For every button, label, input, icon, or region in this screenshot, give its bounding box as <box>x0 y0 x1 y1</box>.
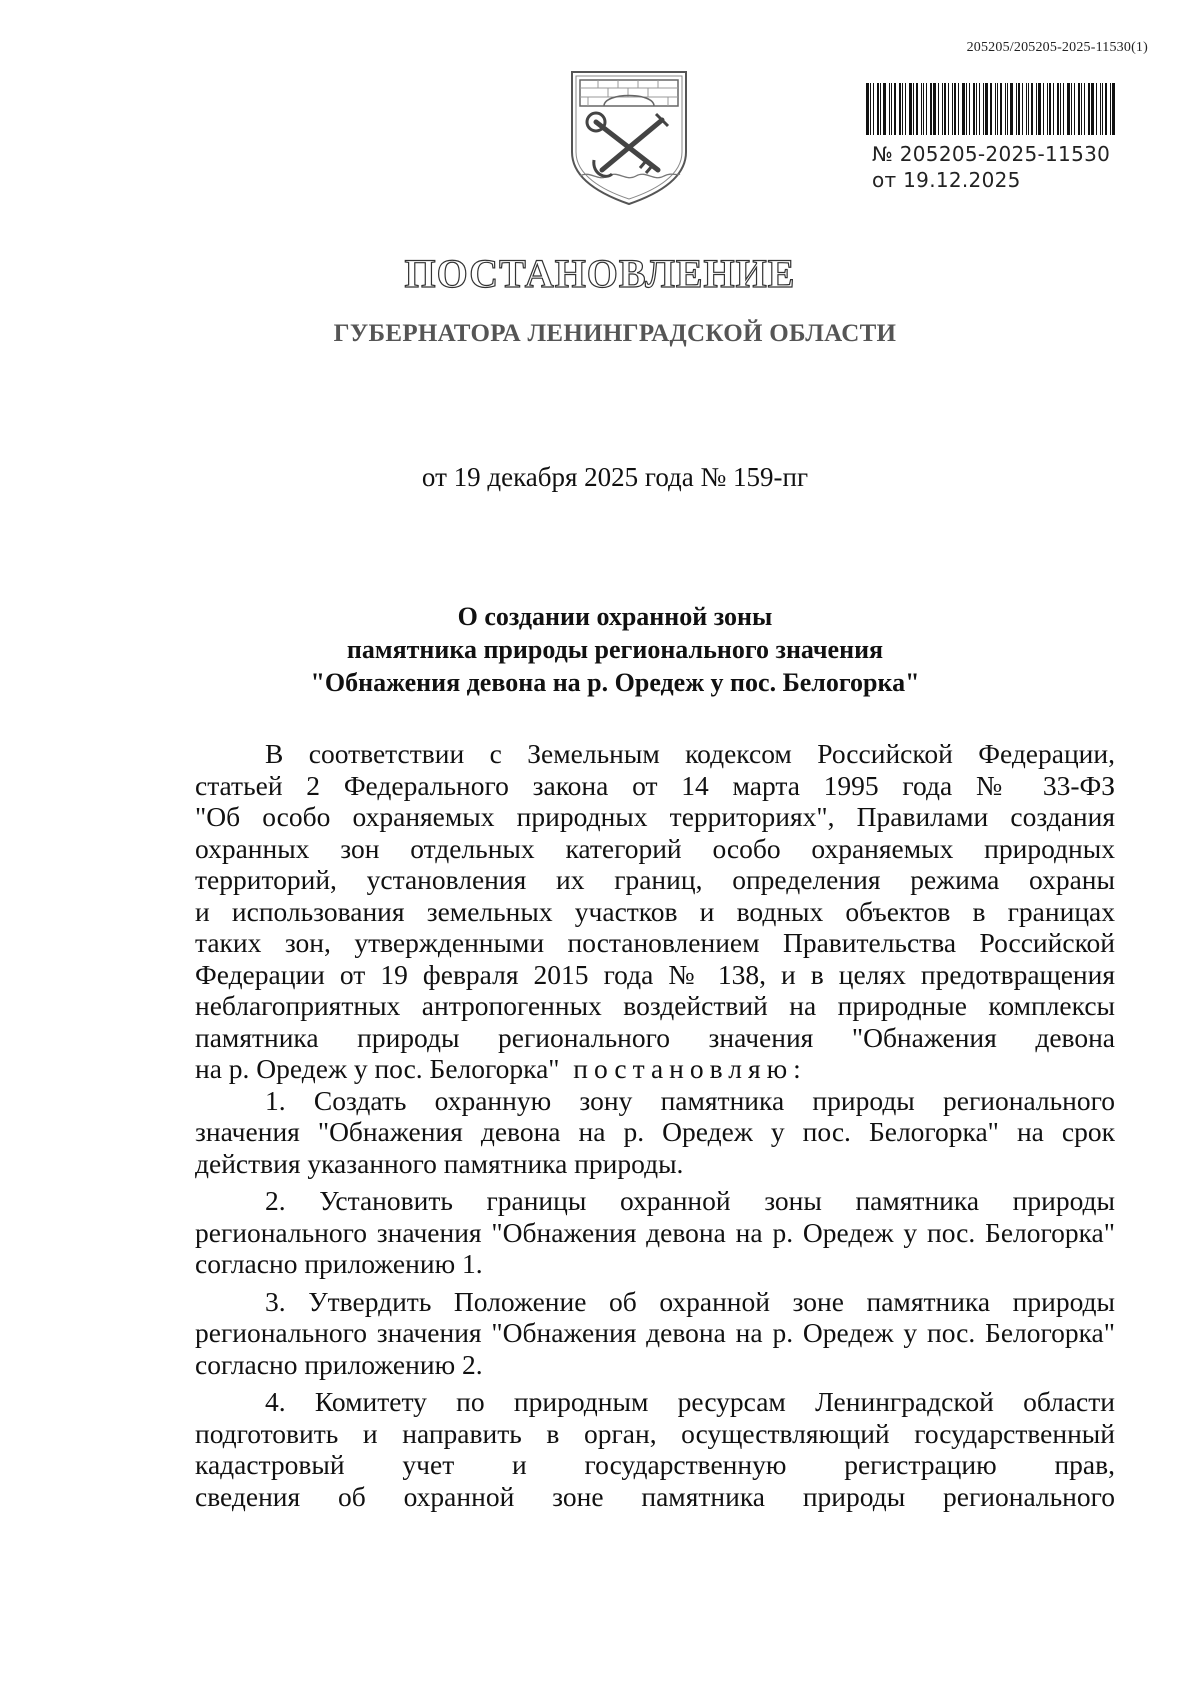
barcode-bar <box>1016 83 1017 135</box>
barcode-bar <box>944 83 946 135</box>
item-3-line: согласно приложению 2. <box>195 1348 483 1380</box>
barcode-bar <box>905 83 906 135</box>
preamble-line: В соответствии с Земельным кодексом Российской Федерации, <box>265 738 1115 769</box>
barcode-bar <box>1071 83 1072 135</box>
preamble-line: памятника природы регионального значения "Обнажения девона <box>195 1021 1115 1053</box>
barcode-bar <box>942 83 943 135</box>
barcode-bar <box>1053 83 1054 135</box>
barcode-bar <box>962 83 965 135</box>
barcode-bar <box>1028 83 1029 135</box>
barcode-bar <box>1047 83 1048 135</box>
resolve-word: постановляю: <box>573 1053 807 1084</box>
barcode-bar <box>1112 83 1115 135</box>
barcode-bar <box>1102 83 1103 135</box>
barcode-bar <box>1043 83 1044 135</box>
barcode-bar <box>1063 83 1064 135</box>
barcode-bar <box>948 83 949 135</box>
barcode-bar <box>1026 83 1027 135</box>
barcode-bar <box>899 83 901 135</box>
barcode-bar <box>889 83 890 135</box>
title-line: памятника природы регионального значения <box>346 635 884 664</box>
barcode-bar <box>985 83 988 135</box>
barcode-bar <box>870 83 871 135</box>
preamble-last-line <box>195 1053 1115 1085</box>
barcode-bar <box>1049 83 1051 135</box>
document-type-heading: ПОСТАНОВЛЕНИЕ <box>404 251 796 296</box>
barcode-bar <box>973 83 975 135</box>
item-1-line: значения "Обнажения девона на р. Оредеж у пос. Белогорка" на срок <box>195 1116 1115 1147</box>
barcode-bar <box>969 83 970 135</box>
barcode-bar <box>866 83 869 135</box>
barcode-bar <box>891 83 892 135</box>
barcode-bar <box>1078 83 1080 135</box>
barcode-bar <box>1022 83 1023 135</box>
barcode-bar <box>1100 83 1101 135</box>
barcode-bar <box>883 83 886 135</box>
barcode-bar <box>997 83 998 135</box>
barcode-bar <box>954 83 956 135</box>
barcode-bar <box>1081 83 1082 135</box>
barcode-bar <box>938 83 939 135</box>
barcode-bar <box>923 83 924 135</box>
item-2-line: 2. Установить границы охранной зоны памятника природы <box>265 1185 1115 1216</box>
item-3-line: 3. Утвердить Положение об охранной зоне памятника природы <box>265 1285 1115 1317</box>
barcode-bar <box>1031 83 1033 135</box>
barcode-bar <box>1057 83 1059 135</box>
barcode-bar <box>1010 83 1013 135</box>
barcode-bar <box>952 83 953 135</box>
barcode-bar <box>976 83 977 135</box>
barcode-bar <box>1084 83 1085 135</box>
preamble-line: Федерации от 19 февраля 2015 года № 138, и в целях предотвращения <box>195 958 1115 990</box>
item-4-line: 4. Комитету по природным ресурсам Ленинградской области <box>265 1386 1115 1417</box>
document-title <box>0 600 1200 699</box>
preamble-line: охранных зон отдельных категорий особо охраняемых природных <box>195 832 1115 864</box>
item-2-line: регионального значения "Обнажения девона на р. Оредеж у пос. Белогорка" <box>195 1216 1115 1248</box>
barcode-bar <box>1038 83 1041 135</box>
barcode-bar <box>916 83 918 135</box>
barcode-bar <box>1091 83 1094 135</box>
document-author-heading: ГУБЕРНАТОРА ЛЕНИНГРАДСКОЙ ОБЛАСТИ <box>333 320 897 347</box>
item-4-line: кадастровый учет и государственную регистрацию прав, <box>195 1449 1115 1480</box>
barcode-bar <box>926 83 927 135</box>
preamble-line: неблагоприятных антропогенных воздействий на природные комплексы <box>195 990 1115 1021</box>
item-4-line: подготовить и направить в орган, осуществляющий государственный <box>195 1417 1115 1449</box>
barcode-bar <box>913 83 914 135</box>
barcode-bar <box>1018 83 1020 135</box>
barcode-bar <box>921 83 922 135</box>
barcode-bar <box>1088 83 1090 135</box>
barcode-bar <box>1067 83 1070 135</box>
document-date-number: от 19 декабря 2025 года № 159-пг <box>421 462 809 492</box>
barcode-bar <box>1096 83 1097 135</box>
preamble-line: статьей 2 Федерального закона от 14 марта 1995 года № 33-ФЗ <box>195 769 1115 801</box>
barcode-bar <box>1007 83 1008 135</box>
barcode-bar <box>995 83 996 135</box>
preamble-line: таких зон, утвержденными постановлением Правительства Российской <box>195 927 1115 958</box>
barcode-bar <box>1110 83 1111 135</box>
barcode-bar <box>930 83 932 135</box>
barcode-bar <box>979 83 980 135</box>
barcode-bar <box>902 83 903 135</box>
barcode-bar <box>1005 83 1006 135</box>
barcode-bar <box>1060 83 1061 135</box>
leningrad-oblast-coat-of-arms-icon <box>568 66 690 208</box>
barcode <box>866 83 1120 135</box>
barcode-bar <box>909 83 912 135</box>
item-1-line: 1. Создать охранную зону памятника природы регионального <box>265 1084 1115 1116</box>
item-1-line: действия указанного памятника природы. <box>195 1147 684 1179</box>
barcode-bar <box>966 83 967 135</box>
title-line: "Обнажения девона на р. Оредеж у пос. Белогорка" <box>310 668 920 697</box>
preamble-last-text: на р. Оредеж у пос. Белогорка" <box>195 1053 560 1084</box>
document-body <box>195 738 1115 1512</box>
barcode-bar <box>1074 83 1075 135</box>
barcode-bar <box>873 83 874 135</box>
barcode-bar <box>1105 83 1107 135</box>
barcode-bar <box>1036 83 1037 135</box>
preamble-line: "Об особо охраняемых природных территориях", Правилами создания <box>195 801 1115 832</box>
barcode-bar <box>1000 83 1002 135</box>
item-3-line: регионального значения "Обнажения девона на р. Оредеж у пос. Белогорка" <box>195 1317 1115 1348</box>
barcode-bar <box>933 83 936 135</box>
title-line: О создании охранной зоны <box>457 602 773 631</box>
item-2-line: согласно приложению 1. <box>195 1248 483 1279</box>
registration-date: от 19.12.2025 <box>872 168 1021 192</box>
item-4-line: сведения об охранной зоне памятника природы регионального <box>195 1480 1115 1512</box>
barcode-bar <box>880 83 881 135</box>
barcode-bar <box>958 83 959 135</box>
barcode-bar <box>877 83 879 135</box>
barcode-bar <box>990 83 992 135</box>
preamble-line: и использования земельных участков и водных объектов в границах <box>195 895 1115 927</box>
registration-number: № 205205-2025-11530 <box>872 142 1111 166</box>
preamble-line: территорий, установления их границ, определения режима охраны <box>195 864 1115 895</box>
document-code: 205205/205205-2025-11530(1) <box>966 40 1148 55</box>
barcode-bar <box>894 83 896 135</box>
barcode-bar <box>983 83 984 135</box>
